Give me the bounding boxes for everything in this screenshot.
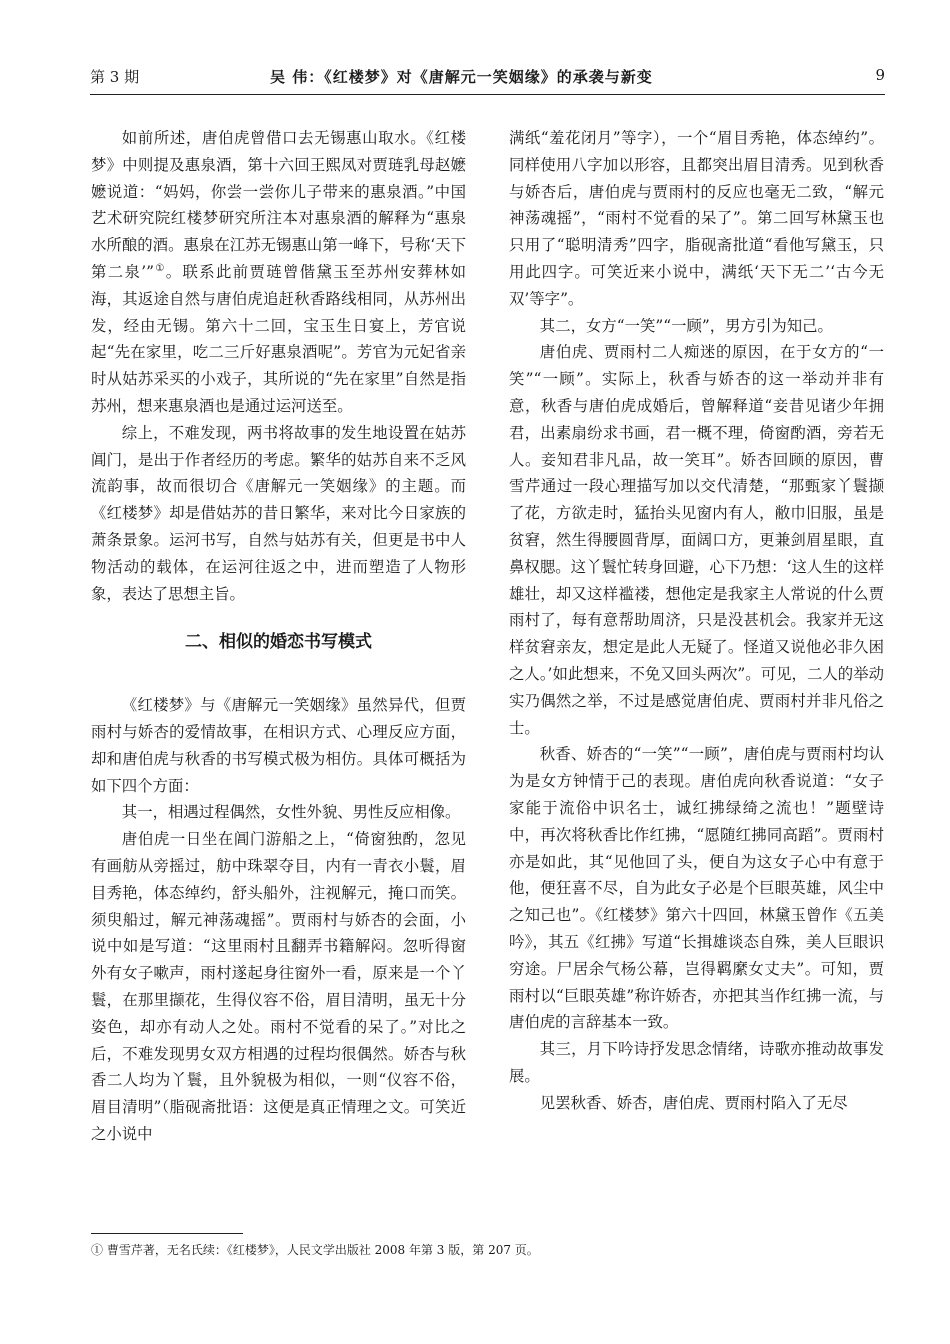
paragraph: 唐伯虎、贾雨村二人痴迷的原因，在于女方的“一笑”“一顾”。实际上，秋香与娇杏的这一举动并非有意，秋香与唐伯虎成婚后，曾解释道“妾昔见诸少年拥君，出素扇纷求书画，君一概不理，倚窗酌酒，旁若无人。妾知君非凡品，故一笑耳”。娇杏回顾的原因，曹雪芹通过一段心理描写加以交代清楚，“那甄家丫鬟撷了花，方欲走时，猛抬头见窗内有人，敝巾旧服，虽是贫窘，然生得腰圆背厚，面阔口方，更兼剑眉星眼，直鼻权腮。这丫鬟忙转身回避，心下乃想：‘这人生的这样雄壮，却又这样褴褛，想他定是我家主人常说的什么贾雨村了，每有意帮助周济，只是没甚机会。我家并无这样贫窘亲友，想定是此人无疑了。怪道又说他必非久困之人。’如此想来，不免又回头两次”。可见，二人的举动实乃偶然之举，不过是感觉唐伯虎、贾雨村并非凡俗之士。 — [509, 343, 884, 737]
paragraph — [91, 125, 466, 420]
header-rule — [90, 94, 885, 95]
paragraph-text: 。联系此前贾琏曾偕黛玉至苏州安葬林如海，其返途自然与唐伯虎追赶秋香路线相同，从苏州出发，经由无锡。第六十二回，宝玉生日宴上，芳官说起“先在家里，吃二三斤好惠泉酒呢”。芳官为元妃省亲时从姑苏采买的小戏子，其所说的“先在家里”自然是指苏州，想来惠泉酒也是通过运河送至。 — [91, 262, 466, 415]
paragraph: 其二，女方“一笑”“一顾”，男方引为知己。 — [539, 316, 833, 335]
paragraph: 唐伯虎一日坐在阊门游船之上，“倚窗独酌，忽见有画舫从旁摇过，舫中珠翠夺目，内有一青衣小鬟，眉目秀艳，体态绰约，舒头船外，注视解元，掩口而笑。须臾船过，解元神荡魂摇”。贾雨村与娇杏的会面，小说中如是写道：“这里雨村且翻弄书籍解闷。忽听得窗外有女子嗽声，雨村遂起身往窗外一看，原来是一个丫鬟，在那里撷花，生得仪容不俗，眉目清明，虽无十分姿色，却亦有动人之处。雨村不觉看的呆了。”对比之后，不难发现男女双方相遇的过程均很偶然。娇杏与秋香二人均为丫鬟，且外貌极为相似，一则“仪容不俗，眉目清明”（脂砚斋批语：这便是真正情理之文。可笑近之小说中 — [91, 830, 466, 1143]
paragraph: 秋香、娇杏的“一笑”“一顾”，唐伯虎与贾雨村均认为是女方钟情于己的表现。唐伯虎向秋香说道：“女子家能于流俗中识名士，诚红拂绿绮之流也！”题壁诗中，再次将秋香比作红拂，“愿随红拂同高蹈”。贾雨村亦是如此，其“见他回了头，便自为这女子心中有意于他，便狂喜不尽，自为此女子必是个巨眼英雄，风尘中之知己也”。《红楼梦》第六十四回，林黛玉曾作《五美吟》，其五《红拂》写道“长揖雄谈态自殊，美人巨眼识穷途。尸居余气杨公幕，岂得羁縻女丈夫”。可知，贾雨村以“巨眼英雄”称许娇杏，亦把其当作红拂一流，与唐伯虎的言辞基本一致。 — [509, 745, 884, 1032]
issue-label: 第 3 期 — [90, 68, 140, 86]
paragraph: 见罢秋香、娇杏，唐伯虎、贾雨村陷入了无尽 — [539, 1093, 848, 1112]
footnote-rule — [91, 1233, 243, 1234]
paragraph: 其三，月下吟诗抒发思念情绪，诗歌亦推动故事发展。 — [509, 1040, 884, 1085]
footnote-reference[interactable]: ① — [154, 262, 166, 274]
left-column — [91, 125, 466, 1148]
paragraph: 综上，不难发现，两书将故事的发生地设置在姑苏阊门，是出于作者经历的考虑。繁华的姑苏自来不乏风流韵事，故而很切合《唐解元一笑姻缘》的主题。而《红楼梦》却是借姑苏的昔日繁华，来对比今日家族的萧条景象。运河书写，自然与姑苏有关，但更是书中人物活动的载体，在运河往返之中，进而塑造了人物形象，表达了思想主旨。 — [91, 423, 466, 603]
running-title: 吴 伟：《红楼梦》对《唐解元一笑姻缘》的承袭与新变 — [270, 68, 653, 86]
page-header — [90, 66, 885, 92]
paragraph: 其一，相遇过程偶然，女性外貌、男性反应相像。 — [121, 803, 461, 822]
paragraph-continued: 满纸“羞花闭月”等字），一个“眉目秀艳，体态绰约”。同样使用八字加以形容，且都突出眉目清秀。见到秋香与娇杏后，唐伯虎与贾雨村的反应也毫无二致，“解元神荡魂摇”，“雨村不觉看的呆了”。第二回写林黛玉也只用了“聪明清秀”四字，脂砚斋批道“看他写黛玉，只用此四字。可笑近来小说中，满纸‘天下无二’‘古今无双’等字”。 — [509, 129, 884, 308]
paragraph-text: 如前所述，唐伯虎曾借口去无锡惠山取水。《红楼梦》中则提及惠泉酒，第十六回王熙凤对贾琏乳母赵嬷嬷说道：“妈妈，你尝一尝你儿子带来的惠泉酒。”中国艺术研究院红楼梦研究所注本对惠泉酒的解释为“惠泉水所酿的酒。惠泉在江苏无锡惠山第一峰下，号称‘天下第二泉’” — [91, 129, 466, 281]
paragraph: 《红楼梦》与《唐解元一笑姻缘》虽然异代，但贾雨村与娇杏的爱情故事，在相识方式、心理反应方面，却和唐伯虎与秋香的书写模式极为相仿。具体可概括为如下四个方面： — [91, 696, 466, 795]
page-number: 9 — [875, 66, 885, 84]
section-heading: 二、相似的婚恋书写模式 — [185, 632, 372, 653]
right-column — [509, 125, 884, 1116]
footnote: ① 曹雪芹著，无名氏续：《红楼梦》，人民文学出版社 2008 年第 3 版，第 207 页。 — [91, 1243, 539, 1257]
